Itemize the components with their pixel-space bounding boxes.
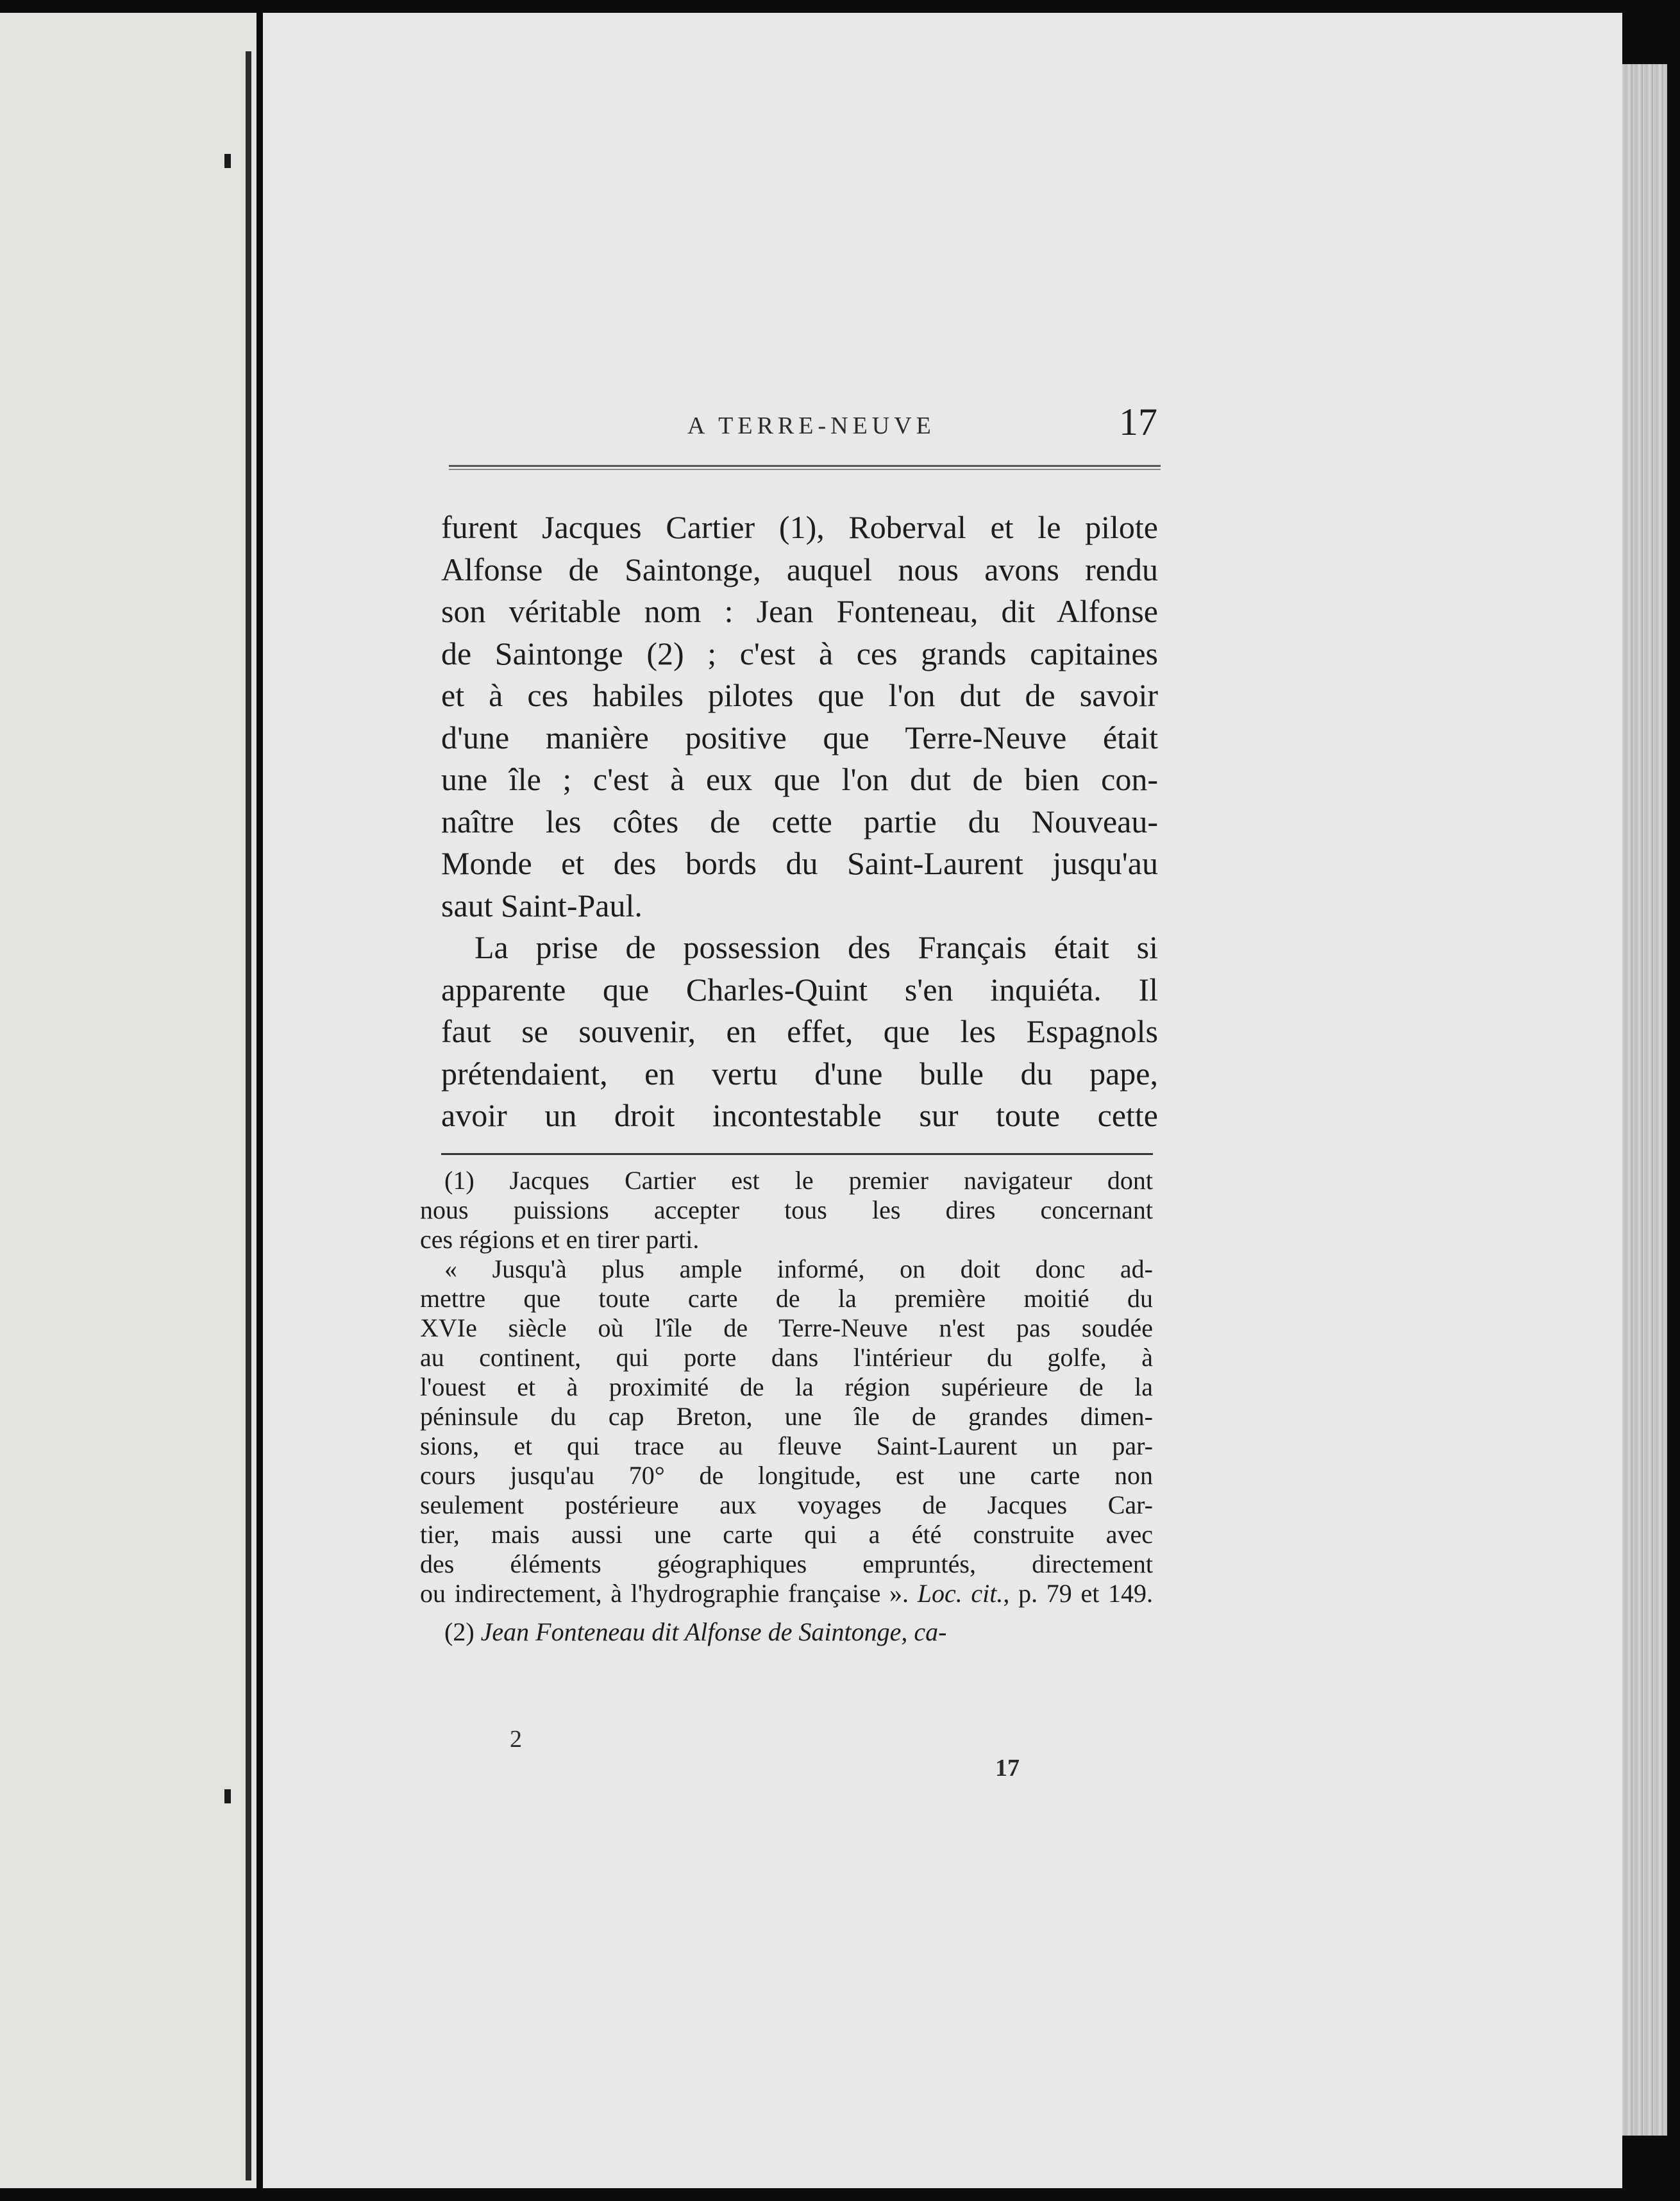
text-line: de Saintonge (2) ; c'est à ces grands capitaines bbox=[441, 635, 1158, 671]
footnote-line: l'ouest et à proximité de la région supérieure de la bbox=[420, 1372, 1153, 1401]
left-page-edge bbox=[246, 51, 251, 2180]
text-line: avoir un droit incontestable sur toute cette bbox=[441, 1097, 1158, 1133]
footnote-line: cours jusqu'au 70° de longitude, est une carte non bbox=[420, 1461, 1153, 1490]
footnote-line bbox=[420, 1579, 1153, 1608]
page-number: 17 bbox=[1119, 401, 1157, 443]
text-line: son véritable nom : Jean Fonteneau, dit Alfonse bbox=[441, 593, 1158, 629]
text-line: naître les côtes de cette partie du Nouveau- bbox=[441, 803, 1158, 839]
footnote-line: XVIe siècle où l'île de Terre-Neuve n'est pas soudée bbox=[420, 1313, 1153, 1342]
footnote-line: (1) Jacques Cartier est le premier navigateur dont bbox=[444, 1166, 1153, 1195]
citation-italic: Loc. cit. bbox=[917, 1579, 1004, 1608]
text-line: La prise de possession des Français était si bbox=[475, 929, 1158, 965]
text-line: prétendaient, en vertu d'une bulle du pape, bbox=[441, 1055, 1158, 1092]
text-line: apparente que Charles-Quint s'en inquiéta. Il bbox=[441, 971, 1158, 1008]
footnote-line: seulement postérieure aux voyages de Jacques Car- bbox=[420, 1490, 1153, 1519]
main-text bbox=[441, 507, 1158, 1137]
signature-mark: 2 bbox=[510, 1726, 522, 1753]
footnote-line: sions, et qui trace au fleuve Saint-Laurent un par- bbox=[420, 1431, 1153, 1460]
signature-page-number: 17 bbox=[995, 1755, 1020, 1782]
citation-pages: , p. 79 et 149. bbox=[1003, 1579, 1153, 1608]
text-line: Monde et des bords du Saint-Laurent jusqu'au bbox=[441, 845, 1158, 881]
footnote-line bbox=[420, 1617, 1153, 1647]
footnotes bbox=[420, 1166, 1153, 1647]
footnote-line: nous puissions accepter tous les dires concernant bbox=[420, 1195, 1153, 1224]
text-line: faut se souvenir, en effet, que les Espagnols bbox=[441, 1013, 1158, 1049]
footnote-line-text: ou indirectement, à l'hydrographie française ». bbox=[420, 1579, 909, 1608]
text-line: furent Jacques Cartier (1), Roberval et le pilote bbox=[441, 509, 1158, 545]
footnote-line: péninsule du cap Breton, une île de grandes dimen- bbox=[420, 1402, 1153, 1431]
footnote-line: tier, mais aussi une carte qui a été construite avec bbox=[420, 1520, 1153, 1549]
text-line: et à ces habiles pilotes que l'on dut de savoir bbox=[441, 677, 1158, 713]
text-line: saut Saint-Paul. bbox=[441, 887, 643, 923]
left-page bbox=[0, 13, 256, 2188]
footnote-number: (2) bbox=[444, 1617, 475, 1646]
text-line: Alfonse de Saintonge, auquel nous avons rendu bbox=[441, 551, 1158, 587]
text-line: une île ; c'est à eux que l'on dut de bien con- bbox=[441, 761, 1158, 797]
footnote-line: mettre que toute carte de la première moitié du bbox=[420, 1284, 1153, 1313]
margin-mark bbox=[224, 1789, 231, 1803]
footnote-line: ces régions et en tirer parti. bbox=[420, 1225, 700, 1254]
margin-mark bbox=[224, 154, 231, 168]
running-title: A TERRE-NEUVE bbox=[687, 412, 936, 439]
footnote-line: au continent, qui porte dans l'intérieur du golfe, à bbox=[420, 1343, 1153, 1372]
text-line: d'une manière positive que Terre-Neuve était bbox=[441, 719, 1158, 755]
footnote-italic: Jean Fonteneau dit Alfonse de Saintonge, ca- bbox=[480, 1617, 947, 1646]
footnote-rule bbox=[441, 1153, 1153, 1155]
footnote-line: « Jusqu'à plus ample informé, on doit donc ad- bbox=[444, 1254, 1153, 1283]
page-stack-edge bbox=[1622, 64, 1667, 2136]
header-rule bbox=[449, 465, 1161, 470]
footnote-line: des éléments géographiques empruntés, directement bbox=[420, 1549, 1153, 1578]
